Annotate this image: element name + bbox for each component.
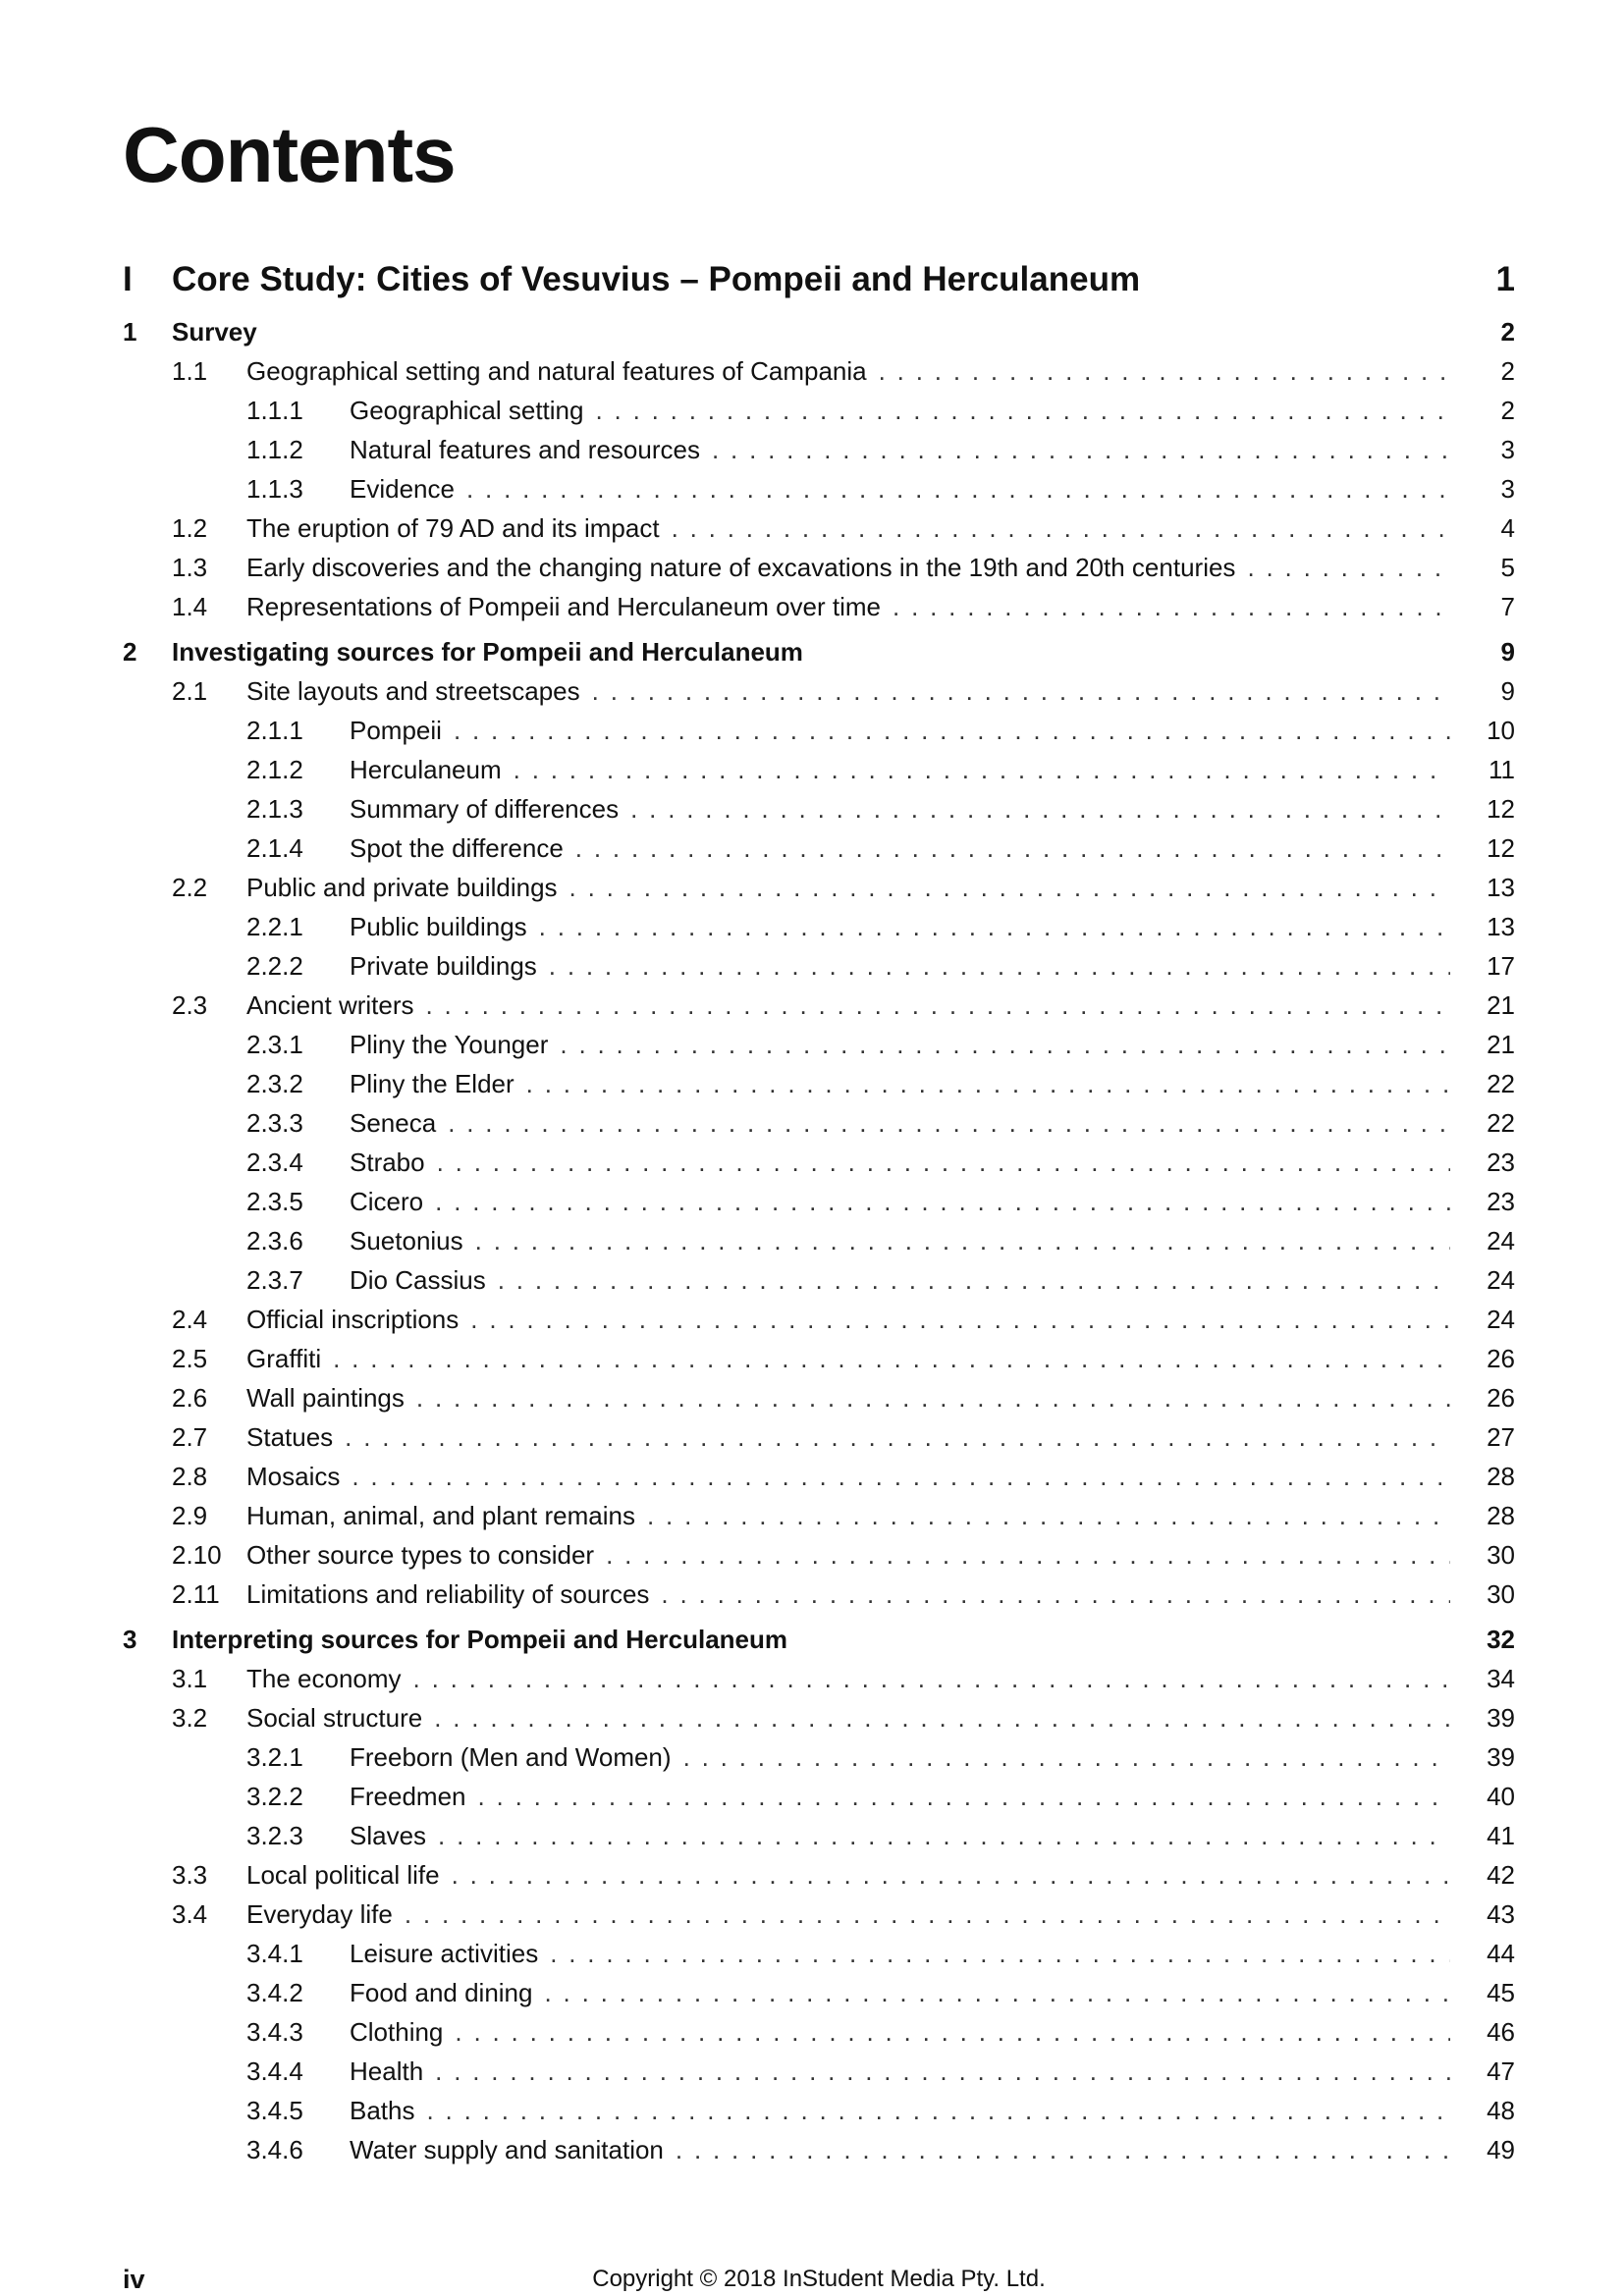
toc-entry-page-number: 27 xyxy=(1487,1422,1515,1452)
toc-entry-section[interactable] xyxy=(123,1895,1515,1934)
toc-entry-subsection[interactable] xyxy=(123,430,1515,469)
table-of-contents xyxy=(123,312,1515,2169)
toc-entry-page-number: 3 xyxy=(1500,435,1515,464)
toc-entry-section[interactable] xyxy=(123,986,1515,1025)
toc-entry-label: Limitations and reliability of sources xyxy=(246,1579,650,1609)
toc-entry-page-number: 7 xyxy=(1500,592,1515,621)
toc-entry-label: Geographical setting and natural features of Campania xyxy=(246,356,867,386)
toc-entry-number: 2.3 xyxy=(172,990,208,1020)
toc-entry-number: 2.3.1 xyxy=(246,1030,303,1059)
toc-entry-label: Public buildings xyxy=(350,912,527,941)
toc-entry-number: 2.1.3 xyxy=(246,794,303,824)
toc-entry-number: 3.2 xyxy=(172,1703,208,1733)
toc-entry-label: Clothing xyxy=(350,2017,444,2047)
dot-leader xyxy=(893,587,1450,626)
toc-entry-number: 3.4.4 xyxy=(246,2056,303,2086)
toc-entry-number: 2.3.5 xyxy=(246,1187,303,1216)
toc-entry-label: Representations of Pompeii and Herculaneum over time xyxy=(246,592,882,621)
dot-leader xyxy=(470,1300,1450,1339)
toc-entry-subsection[interactable] xyxy=(123,1816,1515,1855)
toc-entry-label: Graffiti xyxy=(246,1344,322,1373)
dot-leader xyxy=(526,1064,1450,1103)
toc-entry-label: Pompeii xyxy=(350,716,442,745)
toc-entry-number: 1.1 xyxy=(172,356,208,386)
toc-entry-page-number: 24 xyxy=(1487,1305,1515,1334)
toc-entry-label: Ancient writers xyxy=(246,990,414,1020)
dot-leader xyxy=(514,750,1450,789)
toc-entry-page-number: 12 xyxy=(1487,794,1515,824)
toc-entry-page-number: 17 xyxy=(1487,951,1515,981)
toc-entry-page-number: 40 xyxy=(1487,1782,1515,1811)
toc-entry-subsection[interactable] xyxy=(123,1143,1515,1182)
dot-leader xyxy=(498,1260,1450,1300)
toc-entry-number: 1.2 xyxy=(172,513,208,543)
dot-leader xyxy=(435,2052,1450,2091)
toc-entry-number: 3.1 xyxy=(172,1664,208,1693)
toc-entry-label: Site layouts and streetscapes xyxy=(246,676,580,706)
dot-leader xyxy=(438,1816,1450,1855)
toc-entry-subsection[interactable] xyxy=(123,1973,1515,2012)
toc-entry-label: Public and private buildings xyxy=(246,873,558,902)
dot-leader xyxy=(575,828,1450,868)
dot-leader xyxy=(1247,548,1450,587)
toc-entry-number: 2.1.1 xyxy=(246,716,303,745)
dot-leader xyxy=(550,1934,1450,1973)
toc-entry-number: 1.1.2 xyxy=(246,435,303,464)
toc-entry-page-number: 39 xyxy=(1487,1703,1515,1733)
toc-entry-page-number: 23 xyxy=(1487,1148,1515,1177)
toc-entry-label: Strabo xyxy=(350,1148,425,1177)
dot-leader xyxy=(437,1143,1450,1182)
toc-entry-number: 2.3.2 xyxy=(246,1069,303,1098)
toc-entry-label: Seneca xyxy=(350,1108,437,1138)
toc-entry-label: The eruption of 79 AD and its impact xyxy=(246,513,660,543)
toc-entry-label: Water supply and sanitation xyxy=(350,2135,664,2164)
toc-entry-section[interactable] xyxy=(123,1457,1515,1496)
toc-entry-section[interactable] xyxy=(123,1378,1515,1417)
toc-entry-number: 2.11 xyxy=(172,1579,220,1609)
toc-entry-label: Cicero xyxy=(350,1187,424,1216)
toc-entry-label: Investigating sources for Pompeii and Herculaneum xyxy=(172,637,803,667)
toc-entry-number: 2.2 xyxy=(172,873,208,902)
toc-entry-number: 3.4.1 xyxy=(246,1939,303,1968)
toc-entry-page-number: 23 xyxy=(1487,1187,1515,1216)
dot-leader xyxy=(452,1855,1450,1895)
toc-entry-page-number: 41 xyxy=(1487,1821,1515,1850)
toc-entry-section[interactable] xyxy=(123,1659,1515,1698)
toc-entry-number: 2.9 xyxy=(172,1501,208,1530)
part-title: Core Study: Cities of Vesuvius – Pompeii and Herculaneum xyxy=(172,260,1141,298)
toc-entry-page-number: 13 xyxy=(1487,912,1515,941)
toc-entry-chapter[interactable] xyxy=(123,1620,1515,1659)
toc-entry-number: 2.4 xyxy=(172,1305,208,1334)
toc-entry-page-number: 34 xyxy=(1487,1664,1515,1693)
toc-entry-section[interactable] xyxy=(123,548,1515,587)
toc-entry-page-number: 43 xyxy=(1487,1899,1515,1929)
toc-entry-page-number: 22 xyxy=(1487,1108,1515,1138)
toc-entry-section[interactable] xyxy=(123,868,1515,907)
toc-entry-subsection[interactable] xyxy=(123,750,1515,789)
toc-entry-number: 3.4.5 xyxy=(246,2096,303,2125)
toc-entry-number: 1.3 xyxy=(172,553,208,582)
toc-entry-subsection[interactable] xyxy=(123,1064,1515,1103)
copyright-notice: Copyright © 2018 InStudent Media Pty. Ltd. xyxy=(592,2266,1046,2292)
toc-entry-label: Interpreting sources for Pompeii and Herculaneum xyxy=(172,1625,788,1654)
toc-entry-number: 2.1.4 xyxy=(246,833,303,863)
dot-leader xyxy=(413,1659,1450,1698)
toc-entry-number: 2.1.2 xyxy=(246,755,303,784)
dot-leader xyxy=(879,351,1450,391)
toc-entry-subsection[interactable] xyxy=(123,789,1515,828)
toc-entry-number: 2.2.1 xyxy=(246,912,303,941)
toc-entry-subsection[interactable] xyxy=(123,2130,1515,2169)
toc-entry-page-number: 5 xyxy=(1500,553,1515,582)
toc-entry-section[interactable] xyxy=(123,587,1515,626)
toc-entry-subsection[interactable] xyxy=(123,1777,1515,1816)
toc-entry-number: 2.1 xyxy=(172,676,208,706)
part-heading[interactable] xyxy=(123,259,1515,300)
toc-entry-number: 3.2.2 xyxy=(246,1782,303,1811)
toc-entry-section[interactable] xyxy=(123,1417,1515,1457)
toc-entry-label: Survey xyxy=(172,317,257,347)
dot-leader xyxy=(539,907,1450,946)
toc-entry-label: Mosaics xyxy=(246,1462,341,1491)
dot-leader xyxy=(455,2012,1450,2052)
toc-entry-label: Statues xyxy=(246,1422,334,1452)
dot-leader xyxy=(606,1535,1450,1575)
toc-entry-subsection[interactable] xyxy=(123,2012,1515,2052)
toc-entry-section[interactable] xyxy=(123,508,1515,548)
toc-entry-label: Wall paintings xyxy=(246,1383,405,1413)
dot-leader xyxy=(630,789,1450,828)
toc-entry-label: Health xyxy=(350,2056,424,2086)
dot-leader xyxy=(592,671,1450,711)
toc-entry-subsection[interactable] xyxy=(123,828,1515,868)
toc-entry-number: 2.10 xyxy=(172,1540,222,1570)
part-number: I xyxy=(123,260,133,298)
dot-leader xyxy=(448,1103,1450,1143)
toc-entry-label: Spot the difference xyxy=(350,833,564,863)
toc-entry-subsection[interactable] xyxy=(123,711,1515,750)
toc-entry-label: Herculaneum xyxy=(350,755,502,784)
toc-entry-page-number: 48 xyxy=(1487,2096,1515,2125)
toc-entry-page-number: 9 xyxy=(1500,676,1515,706)
toc-entry-section[interactable] xyxy=(123,1575,1515,1614)
toc-entry-number: 2.3.6 xyxy=(246,1226,303,1255)
toc-entry-page-number: 4 xyxy=(1500,513,1515,543)
dot-leader xyxy=(454,711,1450,750)
toc-entry-page-number: 26 xyxy=(1487,1344,1515,1373)
dot-leader xyxy=(478,1777,1451,1816)
toc-entry-section[interactable] xyxy=(123,1496,1515,1535)
toc-entry-subsection[interactable] xyxy=(123,1103,1515,1143)
toc-entry-number: 2.7 xyxy=(172,1422,208,1452)
toc-entry-page-number: 13 xyxy=(1487,873,1515,902)
toc-entry-label: Human, animal, and plant remains xyxy=(246,1501,635,1530)
dot-leader xyxy=(426,986,1451,1025)
toc-entry-label: Evidence xyxy=(350,474,455,504)
toc-entry-number: 3.2.3 xyxy=(246,1821,303,1850)
toc-entry-number: 2.3.7 xyxy=(246,1265,303,1295)
toc-entry-number: 1 xyxy=(123,317,137,347)
toc-entry-number: 2.3.4 xyxy=(246,1148,303,1177)
toc-entry-subsection[interactable] xyxy=(123,469,1515,508)
toc-entry-subsection[interactable] xyxy=(123,946,1515,986)
toc-entry-subsection[interactable] xyxy=(123,2052,1515,2091)
toc-entry-number: 3.3 xyxy=(172,1860,208,1890)
toc-entry-page-number: 21 xyxy=(1487,1030,1515,1059)
dot-leader xyxy=(676,2130,1450,2169)
toc-entry-number: 3.4.6 xyxy=(246,2135,303,2164)
toc-entry-page-number: 46 xyxy=(1487,2017,1515,2047)
dot-leader xyxy=(672,508,1450,548)
dot-leader xyxy=(466,469,1450,508)
toc-entry-label: Baths xyxy=(350,2096,415,2125)
toc-entry-page-number: 12 xyxy=(1487,833,1515,863)
toc-entry-page-number: 24 xyxy=(1487,1265,1515,1295)
toc-entry-page-number: 24 xyxy=(1487,1226,1515,1255)
toc-entry-section[interactable] xyxy=(123,351,1515,391)
toc-entry-label: Everyday life xyxy=(246,1899,393,1929)
toc-entry-subsection[interactable] xyxy=(123,1934,1515,1973)
toc-entry-subsection[interactable] xyxy=(123,1737,1515,1777)
toc-entry-label: Freeborn (Men and Women) xyxy=(350,1742,672,1772)
toc-entry-label: Summary of differences xyxy=(350,794,620,824)
toc-entry-label: Early discoveries and the changing nature of excavations in the 19th and 20th centuries xyxy=(246,553,1236,582)
toc-entry-number: 2.2.2 xyxy=(246,951,303,981)
dot-leader xyxy=(712,430,1450,469)
dot-leader xyxy=(569,868,1450,907)
toc-entry-label: Other source types to consider xyxy=(246,1540,595,1570)
toc-entry-page-number: 2 xyxy=(1500,317,1515,347)
toc-entry-label: Dio Cassius xyxy=(350,1265,486,1295)
toc-entry-page-number: 47 xyxy=(1487,2056,1515,2086)
toc-entry-number: 3.4 xyxy=(172,1899,208,1929)
toc-entry-page-number: 26 xyxy=(1487,1383,1515,1413)
toc-entry-page-number: 44 xyxy=(1487,1939,1515,1968)
toc-entry-page-number: 11 xyxy=(1489,755,1515,784)
toc-entry-page-number: 10 xyxy=(1487,716,1515,745)
toc-entry-page-number: 21 xyxy=(1487,990,1515,1020)
toc-entry-number: 2.6 xyxy=(172,1383,208,1413)
dot-leader xyxy=(345,1417,1450,1457)
toc-entry-number: 2 xyxy=(123,637,137,667)
toc-entry-chapter[interactable] xyxy=(123,312,1515,351)
dot-leader xyxy=(661,1575,1450,1614)
dot-leader xyxy=(434,1698,1450,1737)
toc-entry-page-number: 28 xyxy=(1487,1462,1515,1491)
toc-entry-number: 1.1.1 xyxy=(246,396,303,425)
toc-entry-label: Geographical setting xyxy=(350,396,584,425)
dot-leader xyxy=(416,1378,1450,1417)
toc-entry-label: Suetonius xyxy=(350,1226,463,1255)
toc-entry-number: 1.4 xyxy=(172,592,208,621)
toc-entry-number: 2.8 xyxy=(172,1462,208,1491)
toc-entry-label: Local political life xyxy=(246,1860,440,1890)
toc-entry-chapter[interactable] xyxy=(123,632,1515,671)
toc-entry-section[interactable] xyxy=(123,1300,1515,1339)
dot-leader xyxy=(544,1973,1450,2012)
toc-entry-section[interactable] xyxy=(123,1855,1515,1895)
dot-leader xyxy=(595,391,1450,430)
dot-leader xyxy=(333,1339,1450,1378)
dot-leader xyxy=(475,1221,1450,1260)
toc-entry-subsection[interactable] xyxy=(123,1260,1515,1300)
toc-entry-page-number: 2 xyxy=(1500,396,1515,425)
toc-entry-label: Social structure xyxy=(246,1703,423,1733)
toc-entry-section[interactable] xyxy=(123,1339,1515,1378)
dot-leader xyxy=(683,1737,1450,1777)
toc-entry-subsection[interactable] xyxy=(123,907,1515,946)
toc-entry-number: 1.1.3 xyxy=(246,474,303,504)
toc-entry-page-number: 42 xyxy=(1487,1860,1515,1890)
dot-leader xyxy=(560,1025,1450,1064)
dot-leader xyxy=(647,1496,1450,1535)
dot-leader xyxy=(427,2091,1451,2130)
toc-entry-section[interactable] xyxy=(123,1535,1515,1575)
dot-leader xyxy=(435,1182,1450,1221)
toc-entry-page-number: 9 xyxy=(1500,637,1515,667)
toc-entry-number: 2.3.3 xyxy=(246,1108,303,1138)
toc-entry-page-number: 49 xyxy=(1487,2135,1515,2164)
toc-entry-page-number: 39 xyxy=(1487,1742,1515,1772)
toc-entry-number: 3.4.2 xyxy=(246,1978,303,2007)
toc-entry-subsection[interactable] xyxy=(123,391,1515,430)
toc-entry-page-number: 28 xyxy=(1487,1501,1515,1530)
toc-entry-page-number: 32 xyxy=(1487,1625,1515,1654)
dot-leader xyxy=(549,946,1450,986)
toc-entry-number: 3 xyxy=(123,1625,137,1654)
toc-entry-number: 2.5 xyxy=(172,1344,208,1373)
toc-entry-page-number: 45 xyxy=(1487,1978,1515,2007)
toc-entry-label: Pliny the Elder xyxy=(350,1069,514,1098)
toc-entry-label: Official inscriptions xyxy=(246,1305,460,1334)
dot-leader xyxy=(405,1895,1450,1934)
toc-entry-section[interactable] xyxy=(123,671,1515,711)
page-title: Contents xyxy=(123,111,456,198)
page-folio: iv xyxy=(123,2265,145,2294)
toc-entry-subsection[interactable] xyxy=(123,1182,1515,1221)
toc-entry-label: Leisure activities xyxy=(350,1939,539,1968)
toc-entry-page-number: 30 xyxy=(1487,1579,1515,1609)
toc-entry-page-number: 2 xyxy=(1500,356,1515,386)
toc-entry-number: 3.2.1 xyxy=(246,1742,303,1772)
part-page-number: 1 xyxy=(1495,260,1515,298)
toc-entry-label: Freedmen xyxy=(350,1782,466,1811)
toc-entry-label: Natural features and resources xyxy=(350,435,700,464)
toc-entry-subsection[interactable] xyxy=(123,2091,1515,2130)
toc-entry-subsection[interactable] xyxy=(123,1025,1515,1064)
dot-leader xyxy=(352,1457,1450,1496)
toc-entry-page-number: 30 xyxy=(1487,1540,1515,1570)
toc-entry-label: Private buildings xyxy=(350,951,537,981)
toc-entry-subsection[interactable] xyxy=(123,1221,1515,1260)
toc-entry-number: 3.4.3 xyxy=(246,2017,303,2047)
toc-entry-section[interactable] xyxy=(123,1698,1515,1737)
toc-entry-label: Pliny the Younger xyxy=(350,1030,549,1059)
toc-entry-label: Slaves xyxy=(350,1821,427,1850)
toc-entry-page-number: 3 xyxy=(1500,474,1515,504)
toc-entry-page-number: 22 xyxy=(1487,1069,1515,1098)
toc-entry-label: The economy xyxy=(246,1664,402,1693)
toc-entry-label: Food and dining xyxy=(350,1978,533,2007)
